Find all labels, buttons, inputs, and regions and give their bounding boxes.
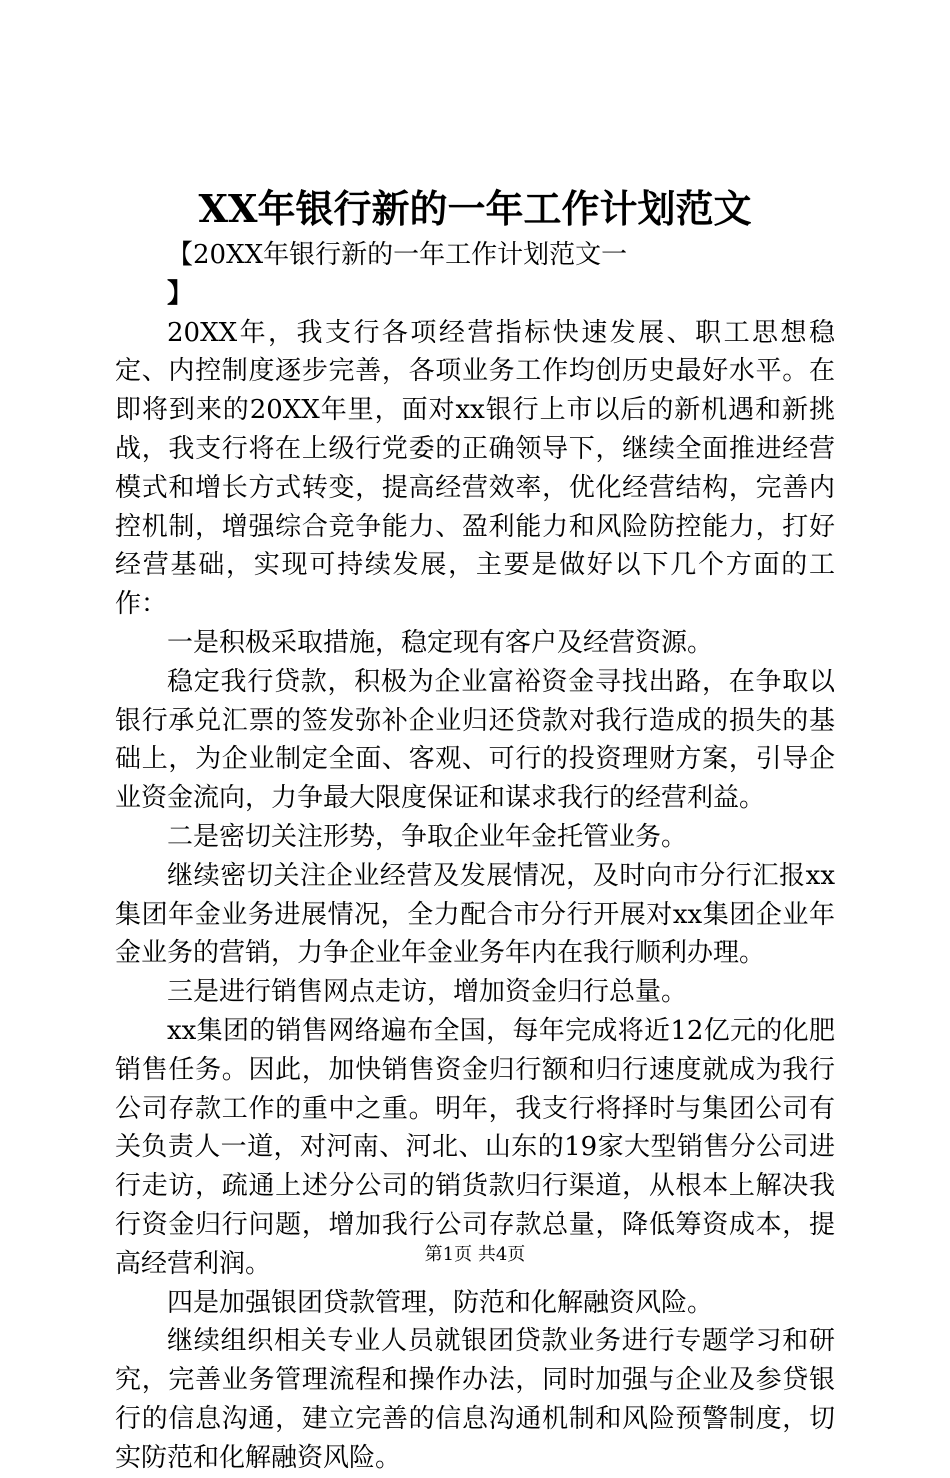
document-subtitle: 【20XX年银行新的一年工作计划范文一 (167, 240, 628, 270)
paragraph-body-2: 继续密切关注企业经营及发展情况，及时向市分行汇报xx集团年金业务进展情况，全力配合市分行开展对xx集团企业年金业务的营销，力争企业年金业务年内在我行顺利办理。 (115, 860, 835, 969)
paragraph-heading-1: 一是积极采取措施，稳定现有客户及经营资源。 (167, 627, 714, 658)
paragraph-body-3: xx集团的销售网络遍布全国，每年完成将近12亿元的化肥销售任务。因此，加快销售资金归行额和归行速度就成为我行公司存款工作的重中之重。明年，我支行将择时与集团公司有关负责人一道，对河南、河北、山东的19家大型销售分公司进行走访，疏通上述分公司的销货款归行渠道，从根本上解决我行资金归行问题，增加我行公司存款总量，降低筹资成本，提高经营利润。 (115, 1015, 835, 1279)
page-number-footer: 第1页 共4页 (424, 1244, 526, 1265)
paragraph-heading-2: 二是密切关注形势，争取企业年金托管业务。 (167, 821, 688, 852)
subtitle-close-bracket (115, 275, 835, 314)
paragraph-body-1: 稳定我行贷款，积极为企业富裕资金寻找出路，在争取以银行承兑汇票的签发弥补企业归还贷款对我行造成的损失的基础上，为企业制定全面、客观、可行的投资理财方案，引导企业资金流向，力争最大限度保证和谋求我行的经营利益。 (115, 666, 835, 814)
paragraph-heading-3: 三是进行销售网点走访，增加资金归行总量。 (167, 977, 688, 1008)
paragraph-body-4: 继续组织相关专业人员就银团贷款业务进行专题学习和研究，完善业务管理流程和操作办法，同时加强与企业及参贷银行的信息沟通，建立完善的信息沟通机制和风险预警制度，切实防范和化解融资风险。 (115, 1326, 835, 1473)
document-title: XX年银行新的一年工作计划范文 (198, 186, 752, 231)
bracket-glyph: 】 (167, 278, 194, 309)
paragraph-intro: 20XX年，我支行各项经营指标快速发展、职工思想稳定、内控制度逐步完善，各项业务工作均创历史最好水平。在即将到来的20XX年里，面对xx银行上市以后的新机遇和新挑战，我支行将在上级行党委的正确领导下，继续全面推进经营模式和增长方式转变，提高经营效率，优化经营结构，完善内控机制，增强综合竞争能力、盈利能力和风险防控能力，打好经营基础，实现可持续发展，主要是做好以下几个方面的工作： (115, 317, 835, 620)
paragraph-heading-4: 四是加强银团贷款管理，防范和化解融资风险。 (167, 1287, 714, 1318)
document-body (115, 236, 835, 1478)
